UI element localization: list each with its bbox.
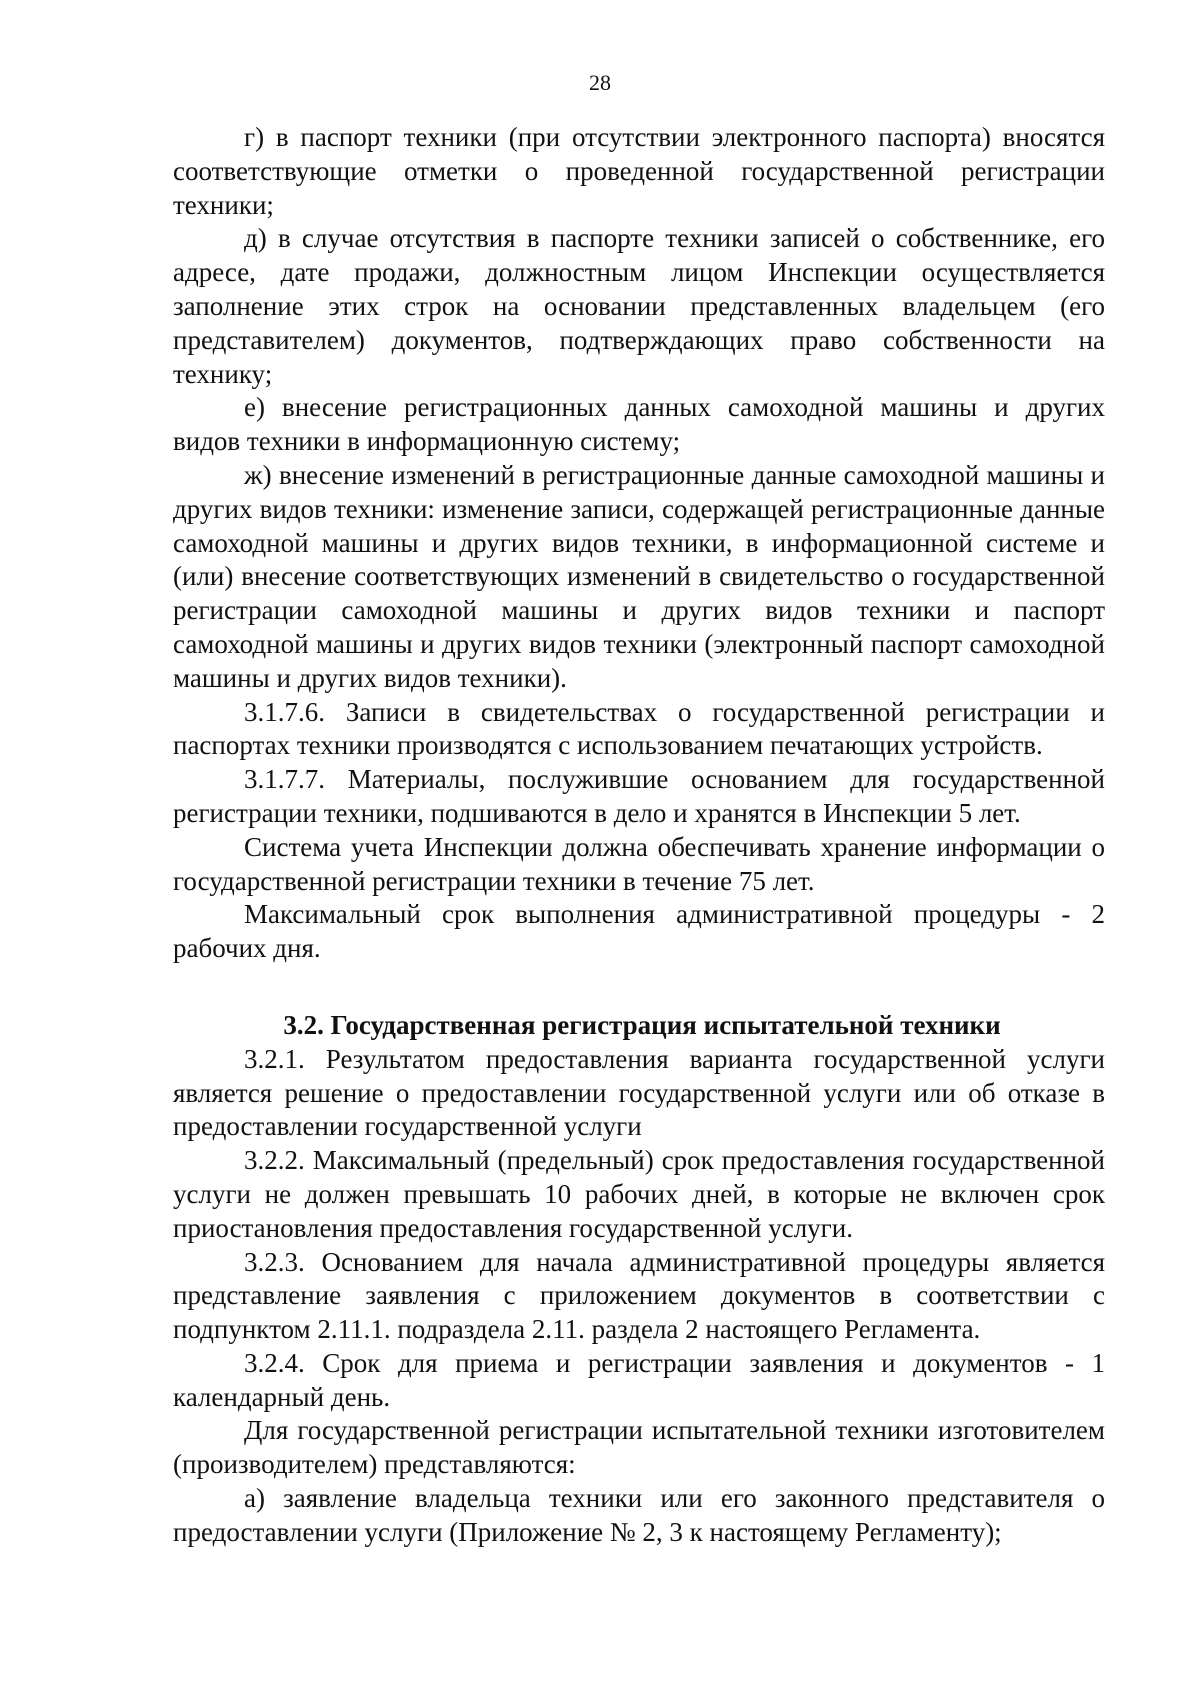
paragraph-item-a: а) заявление владельца техники или его законного представителя о предоставлении услуги (Приложение № 2, 3 к настоящему Регламенту); — [173, 1483, 1105, 1547]
paragraph-storage: Система учета Инспекции должна обеспечивать хранение информации о государственной регистрации техники в течение 75 лет. — [173, 831, 1105, 896]
paragraph-3-2-3: 3.2.3. Основанием для начала административной процедуры является представление заявления с приложением документов в соответствии с подпунктом 2.11.1. подраздела 2.11. раздела 2 настоящего Регламента. — [173, 1246, 1105, 1345]
paragraph-item-zh: ж) внесение изменений в регистрационные данные самоходной машины и других видов техники: изменение записи, содержащей регистрационные данные самоходной машины и других видов техники, в информационной системе и (или) внесение соответствующих изменений в свидетельство о государственной регистрации самоходной машины и других видов техники и паспорт самоходной машины и других видов техники (электронный паспорт самоходной машины и других видов техники). — [173, 459, 1105, 693]
paragraph-item-d: д) в случае отсутствия в паспорте техники записей о собственнике, его адресе, дате продажи, должностным лицом Инспекции осуществляется заполнение этих строк на основании представленных владельцем (его представителем) документов, подтверждающих право собственности на технику; — [173, 223, 1105, 389]
paragraph-3-2-1: 3.2.1. Результатом предоставления варианта государственной услуги является решение о предоставлении государственной услуги или об отказе в предоставлении государственной услуги — [173, 1043, 1105, 1142]
paragraph-3-1-7-6: 3.1.7.6. Записи в свидетельствах о государственной регистрации и паспортах техники производятся с использованием печатающих устройств. — [173, 696, 1105, 761]
paragraph-max-term: Максимальный срок выполнения административной процедуры - 2 рабочих дня. — [173, 899, 1105, 964]
paragraph-item-e: е) внесение регистрационных данных самоходной машины и других видов техники в информационную систему; — [173, 392, 1105, 457]
paragraph-3-2-4: 3.2.4. Срок для приема и регистрации заявления и документов - 1 календарный день. — [173, 1347, 1105, 1412]
page-number: 28 — [589, 70, 611, 95]
section-heading: 3.2. Государственная регистрация испытательной техники — [283, 1009, 1001, 1040]
section-spacer — [173, 966, 1105, 1009]
page-body — [173, 121, 1105, 1550]
paragraph-documents-intro: Для государственной регистрации испытательной техники изготовителем (производителем) представляются: — [173, 1415, 1105, 1480]
paragraph-3-1-7-7: 3.1.7.7. Материалы, послужившие основанием для государственной регистрации техники, подшиваются в дело и хранятся в Инспекции 5 лет. — [173, 764, 1105, 828]
paragraph-3-2-2: 3.2.2. Максимальный (предельный) срок предоставления государственной услуги не должен превышать 10 рабочих дней, в которые не включен срок приостановления предоставления государственной услуги. — [173, 1145, 1105, 1243]
paragraph-item-g: г) в паспорт техники (при отсутствии электронного паспорта) вносятся соответствующие отметки о проведенной государственной регистрации техники; — [173, 122, 1105, 220]
